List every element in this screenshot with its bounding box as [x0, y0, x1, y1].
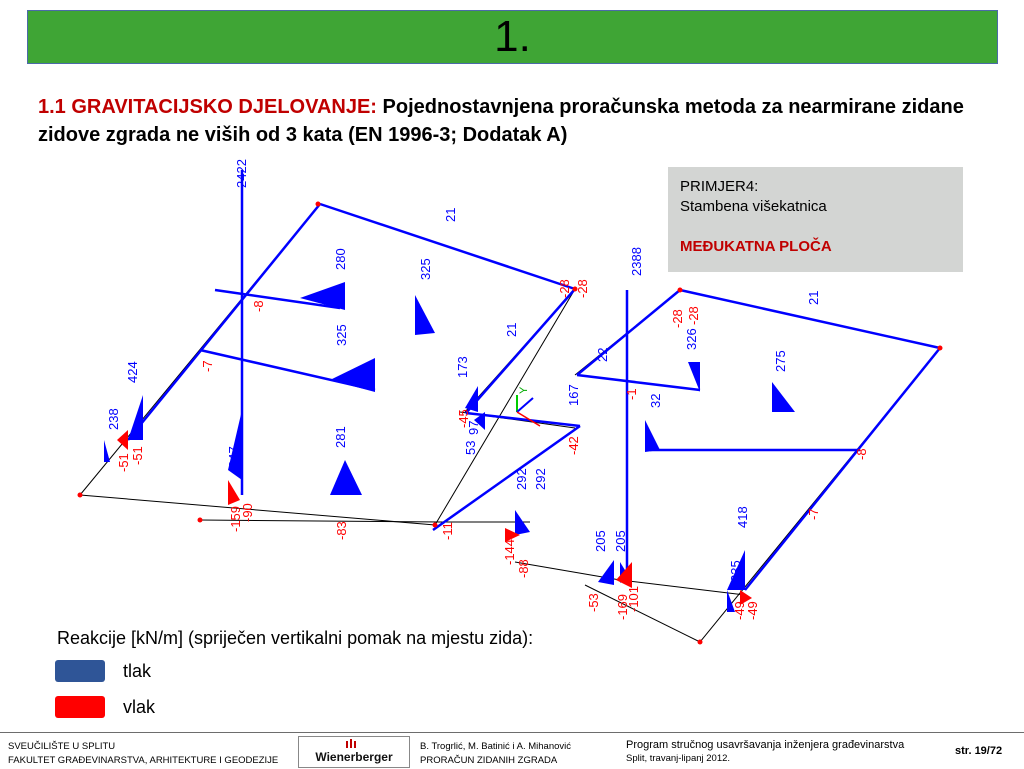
label-247: 247	[226, 446, 241, 468]
label-292a: 292	[514, 468, 529, 490]
reaction-tension-169	[616, 562, 632, 588]
slide-heading	[38, 93, 988, 149]
infobox-line2: Stambena višekatnica	[680, 198, 827, 215]
reaction-424	[128, 395, 143, 440]
label-21b: 21	[504, 322, 519, 337]
label-173: 173	[455, 356, 470, 378]
heading-text: Pojednostavnjena proračunska metoda za nearmirane zidane zidove zgrada ne viših od 3 kata (EN 1996-3; Dodatak A)	[38, 96, 964, 146]
footer-authors-line: B. Trogrlić, M. Batinić i A. Mihanović	[420, 741, 571, 752]
slab-outline-left	[80, 204, 575, 525]
label-m49a: -49	[732, 601, 747, 620]
label-m7a: -7	[200, 360, 215, 372]
label-m8a: -8	[251, 300, 266, 312]
footer-authors	[420, 740, 571, 768]
reaction-325a	[415, 295, 435, 335]
heading-section: 1.1 GRAVITACIJSKO DJELOVANJE:	[38, 96, 377, 118]
label-m28d: -28	[686, 306, 701, 325]
label-325b: 325	[334, 324, 349, 346]
label-205a: 205	[593, 530, 608, 552]
label-m7b: -7	[806, 508, 821, 520]
reaction-238	[104, 440, 110, 462]
label-21a: 21	[443, 207, 458, 222]
label-m144: -144	[502, 538, 517, 565]
reaction-205a	[598, 560, 614, 585]
label-m11: -11	[440, 522, 455, 540]
slide-title-bar	[27, 10, 998, 64]
label-m28b: -28	[575, 279, 590, 298]
label-238: 238	[106, 408, 121, 430]
wienerberger-logo	[298, 736, 410, 768]
infobox-line3: MEĐUKATNA PLOČA	[680, 238, 832, 255]
reaction-325b	[330, 358, 375, 392]
beam-right-row	[577, 375, 700, 390]
label-275: 275	[773, 350, 788, 372]
legend-label-tension: vlak	[123, 697, 156, 717]
label-326: 326	[684, 328, 699, 350]
footer-program-line: Program stručnog usavršavanja inženjera građevinarstva	[626, 739, 905, 751]
slide-footer	[0, 732, 1024, 769]
label-m88: -88	[516, 559, 531, 578]
label-53: 53	[463, 440, 478, 455]
axis-y-label: Y	[518, 386, 530, 394]
reaction-tension-51	[117, 430, 128, 450]
label-2388: 2388	[629, 247, 644, 276]
label-m83: -83	[334, 521, 349, 540]
beam-left-diag	[128, 204, 320, 440]
label-167: 167	[566, 384, 581, 406]
label-m28a: -28	[557, 279, 572, 298]
label-281: 281	[333, 426, 348, 448]
slide-number: 1.	[494, 12, 531, 61]
reaction-tension-159	[228, 480, 240, 505]
legend-swatch-compression	[55, 660, 105, 682]
reaction-281	[330, 460, 362, 495]
legend-label-compression: tlak	[123, 661, 152, 681]
label-292b: 292	[533, 468, 548, 490]
footer-course-line: PRORAČUN ZIDANIH ZGRADA	[420, 755, 558, 766]
label-m28c: -28	[670, 309, 685, 328]
label-21c: 21	[806, 290, 821, 305]
label-m8b: -8	[854, 448, 869, 460]
label-m159: -159	[228, 505, 243, 532]
footer-place-line: Split, travanj-lipanj 2012.	[626, 753, 731, 764]
label-424: 424	[125, 361, 140, 383]
label-32: 32	[648, 393, 663, 408]
reaction-32	[645, 420, 660, 452]
label-m51b: -51	[130, 446, 145, 465]
label-m42: -42	[566, 436, 581, 455]
label-205b: 205	[613, 530, 628, 552]
reaction-diagram	[0, 150, 1024, 650]
footer-uni-line2: FAKULTET GRAĐEVINARSTVA, ARHITEKTURE I GEODEZIJE	[8, 755, 279, 766]
label-22: 22	[595, 347, 610, 362]
legend-title: Reakcije [kN/m] (spriječen vertikalni pomak na mjestu zida):	[57, 628, 534, 648]
label-m53: -53	[586, 593, 601, 612]
footer-program	[626, 738, 904, 766]
beam-right-edge	[745, 348, 940, 590]
footer-uni-line1: SVEUČILIŠTE U SPLITU	[8, 741, 116, 752]
reaction-247	[228, 410, 242, 480]
label-325a: 325	[418, 258, 433, 280]
label-2422: 2422	[234, 159, 249, 188]
beam-right-diag	[577, 290, 680, 375]
label-235: 235	[728, 560, 743, 582]
slab-structure	[80, 204, 940, 642]
label-m1: -1	[624, 388, 639, 400]
label-m169: -169	[615, 593, 630, 620]
logo-mark-icon	[345, 738, 359, 748]
beam-low-diag	[433, 426, 580, 530]
label-97: 97	[466, 420, 481, 435]
label-418: 418	[735, 506, 750, 528]
label-m101: -101	[626, 585, 641, 612]
compression-walls	[128, 170, 940, 590]
label-280: 280	[333, 248, 348, 270]
infobox-line1: PRIMJER4:	[680, 178, 759, 195]
legend-swatch-tension	[55, 696, 105, 718]
reaction-275	[772, 382, 795, 412]
reaction-173	[465, 386, 478, 412]
page-number: str. 19/72	[955, 745, 1003, 757]
label-m90: -90	[240, 503, 255, 522]
label-m49b: -49	[745, 601, 760, 620]
footer-university	[8, 740, 278, 768]
label-m51a: -51	[116, 453, 131, 472]
label-m45: -45	[456, 409, 471, 428]
logo-text: Wienerberger	[315, 750, 393, 764]
